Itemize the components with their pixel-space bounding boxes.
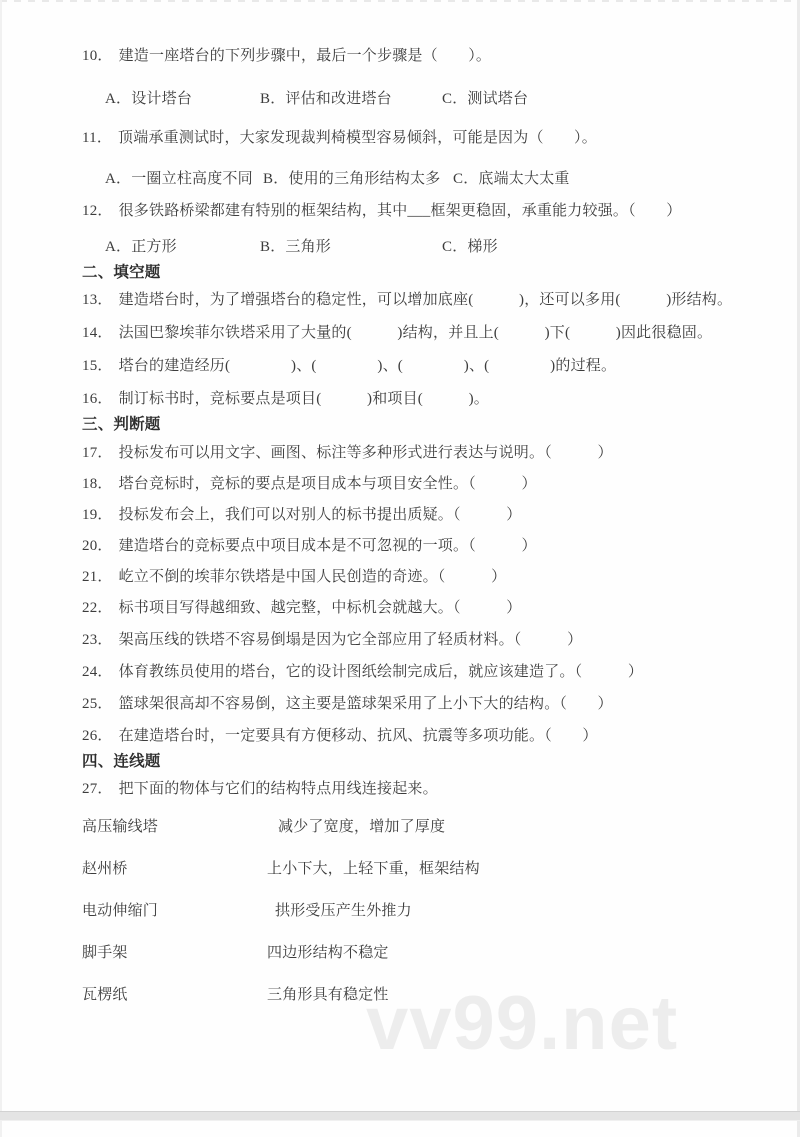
section-title-judge: 三、判断题 — [82, 416, 161, 433]
option-b: B．评估和改进塔台 — [260, 91, 392, 107]
question-number: 21． — [82, 569, 113, 585]
question-20 — [82, 535, 780, 557]
question-text: 建造塔台的竞标要点中项目成本是不可忽视的一项。（ ） — [118, 538, 537, 554]
question-text: 篮球架很高却不容易倒，这主要是篮球架采用了上小下大的结构。（ ） — [118, 696, 613, 712]
options-10 — [82, 88, 780, 110]
match-right-item: 拱形受压产生外推力 — [275, 903, 412, 919]
question-15 — [82, 355, 780, 377]
question-number: 20． — [82, 538, 113, 554]
question-text: 屹立不倒的埃菲尔铁塔是中国人民创造的奇迹。（ ） — [118, 569, 507, 585]
question-number: 27． — [82, 781, 113, 797]
section-title-match: 四、连线题 — [82, 753, 161, 770]
question-text: 架高压线的铁塔不容易倒塌是因为它全部应用了轻质材料。（ ） — [118, 632, 583, 648]
question-24 — [82, 661, 780, 683]
match-row-1 — [82, 816, 780, 838]
question-number: 12． — [82, 203, 113, 219]
question-number: 11． — [82, 130, 113, 146]
section-title-fill: 二、填空题 — [82, 264, 161, 281]
question-text: 标书项目写得越细致、越完整，中标机会就越大。（ ） — [118, 600, 522, 616]
question-number: 19． — [82, 507, 113, 523]
option-c: C．梯形 — [442, 239, 498, 255]
question-26 — [82, 725, 780, 747]
question-number: 18． — [82, 476, 113, 492]
options-12 — [82, 236, 780, 258]
question-text: 投标发布可以用文字、画图、标注等多种形式进行表达与说明。（ ） — [118, 445, 613, 461]
question-number: 14． — [82, 325, 113, 341]
question-14 — [82, 322, 780, 344]
question-16 — [82, 388, 780, 410]
match-row-4 — [82, 942, 780, 964]
question-17 — [82, 442, 780, 464]
question-number: 15． — [82, 358, 113, 374]
question-number: 24． — [82, 664, 113, 680]
question-number: 25． — [82, 696, 113, 712]
question-number: 16． — [82, 391, 113, 407]
question-text: 把下面的物体与它们的结构特点用线连接起来。 — [118, 781, 438, 797]
question-18 — [82, 473, 780, 495]
option-a: A．正方形 — [105, 239, 177, 255]
match-row-2 — [82, 858, 780, 880]
question-text: 体育教练员使用的塔台，它的设计图纸绘制完成后，就应该建造了。（ ） — [118, 664, 644, 680]
question-10 — [82, 45, 780, 67]
question-text: 塔台竞标时，竞标的要点是项目成本与项目安全性。（ ） — [118, 476, 537, 492]
question-text: 建造塔台时，为了增强塔台的稳定性，可以增加底座( )，还可以多用( )形结构。 — [118, 292, 733, 308]
question-text: 法国巴黎埃菲尔铁塔采用了大量的( )结构，并且上( )下( )因此很稳固。 — [118, 325, 713, 341]
option-a: A．一圈立柱高度不同 — [105, 171, 253, 187]
question-text: 很多铁路桥梁都建有特别的框架结构，其中___框架更稳固，承重能力较强。（ ） — [118, 203, 682, 219]
question-number: 23． — [82, 632, 113, 648]
question-number: 13． — [82, 292, 113, 308]
option-c: C．测试塔台 — [442, 91, 529, 107]
option-c: C．底端太大太重 — [453, 171, 570, 187]
question-25 — [82, 693, 780, 715]
match-right-item: 三角形具有稳定性 — [267, 987, 389, 1003]
question-number: 22． — [82, 600, 113, 616]
match-right-item: 上小下大，上轻下重，框架结构 — [267, 861, 480, 877]
question-22 — [82, 597, 780, 619]
options-11 — [82, 168, 780, 190]
match-left-item: 高压输线塔 — [82, 819, 159, 835]
watermark: vv99.net — [366, 981, 679, 1066]
question-text: 投标发布会上，我们可以对别人的标书提出质疑。（ ） — [118, 507, 522, 523]
question-number: 26． — [82, 728, 113, 744]
question-text: 塔台的建造经历( )、( )、( )、( )的过程。 — [118, 358, 617, 374]
match-right-item: 减少了宽度，增加了厚度 — [278, 819, 446, 835]
question-text: 建造一座塔台的下列步骤中，最后一个步骤是（ ）。 — [118, 48, 492, 64]
page-gap-divider — [0, 1111, 800, 1121]
question-number: 10． — [82, 48, 113, 64]
question-13 — [82, 289, 780, 311]
question-27 — [82, 778, 780, 800]
match-row-5 — [82, 984, 780, 1006]
question-11 — [82, 127, 780, 149]
match-right-item: 四边形结构不稳定 — [267, 945, 389, 961]
option-a: A．设计塔台 — [105, 91, 193, 107]
question-number: 17． — [82, 445, 113, 461]
match-left-item: 电动伸缩门 — [82, 903, 159, 919]
match-left-item: 脚手架 — [82, 945, 128, 961]
question-text: 制订标书时，竞标要点是项目( )和项目( )。 — [118, 391, 489, 407]
question-12 — [82, 200, 780, 222]
match-row-3 — [82, 900, 780, 922]
match-left-item: 赵州桥 — [82, 861, 128, 877]
question-21 — [82, 566, 780, 588]
question-19 — [82, 504, 780, 526]
question-text: 顶端承重测试时，大家发现裁判椅模型容易倾斜，可能是因为（ ）。 — [118, 130, 597, 146]
question-text: 在建造塔台时，一定要具有方便移动、抗风、抗震等多项功能。（ ） — [118, 728, 598, 744]
option-b: B．三角形 — [260, 239, 332, 255]
option-b: B．使用的三角形结构太多 — [263, 171, 441, 187]
match-left-item: 瓦楞纸 — [82, 987, 128, 1003]
question-23 — [82, 629, 780, 651]
